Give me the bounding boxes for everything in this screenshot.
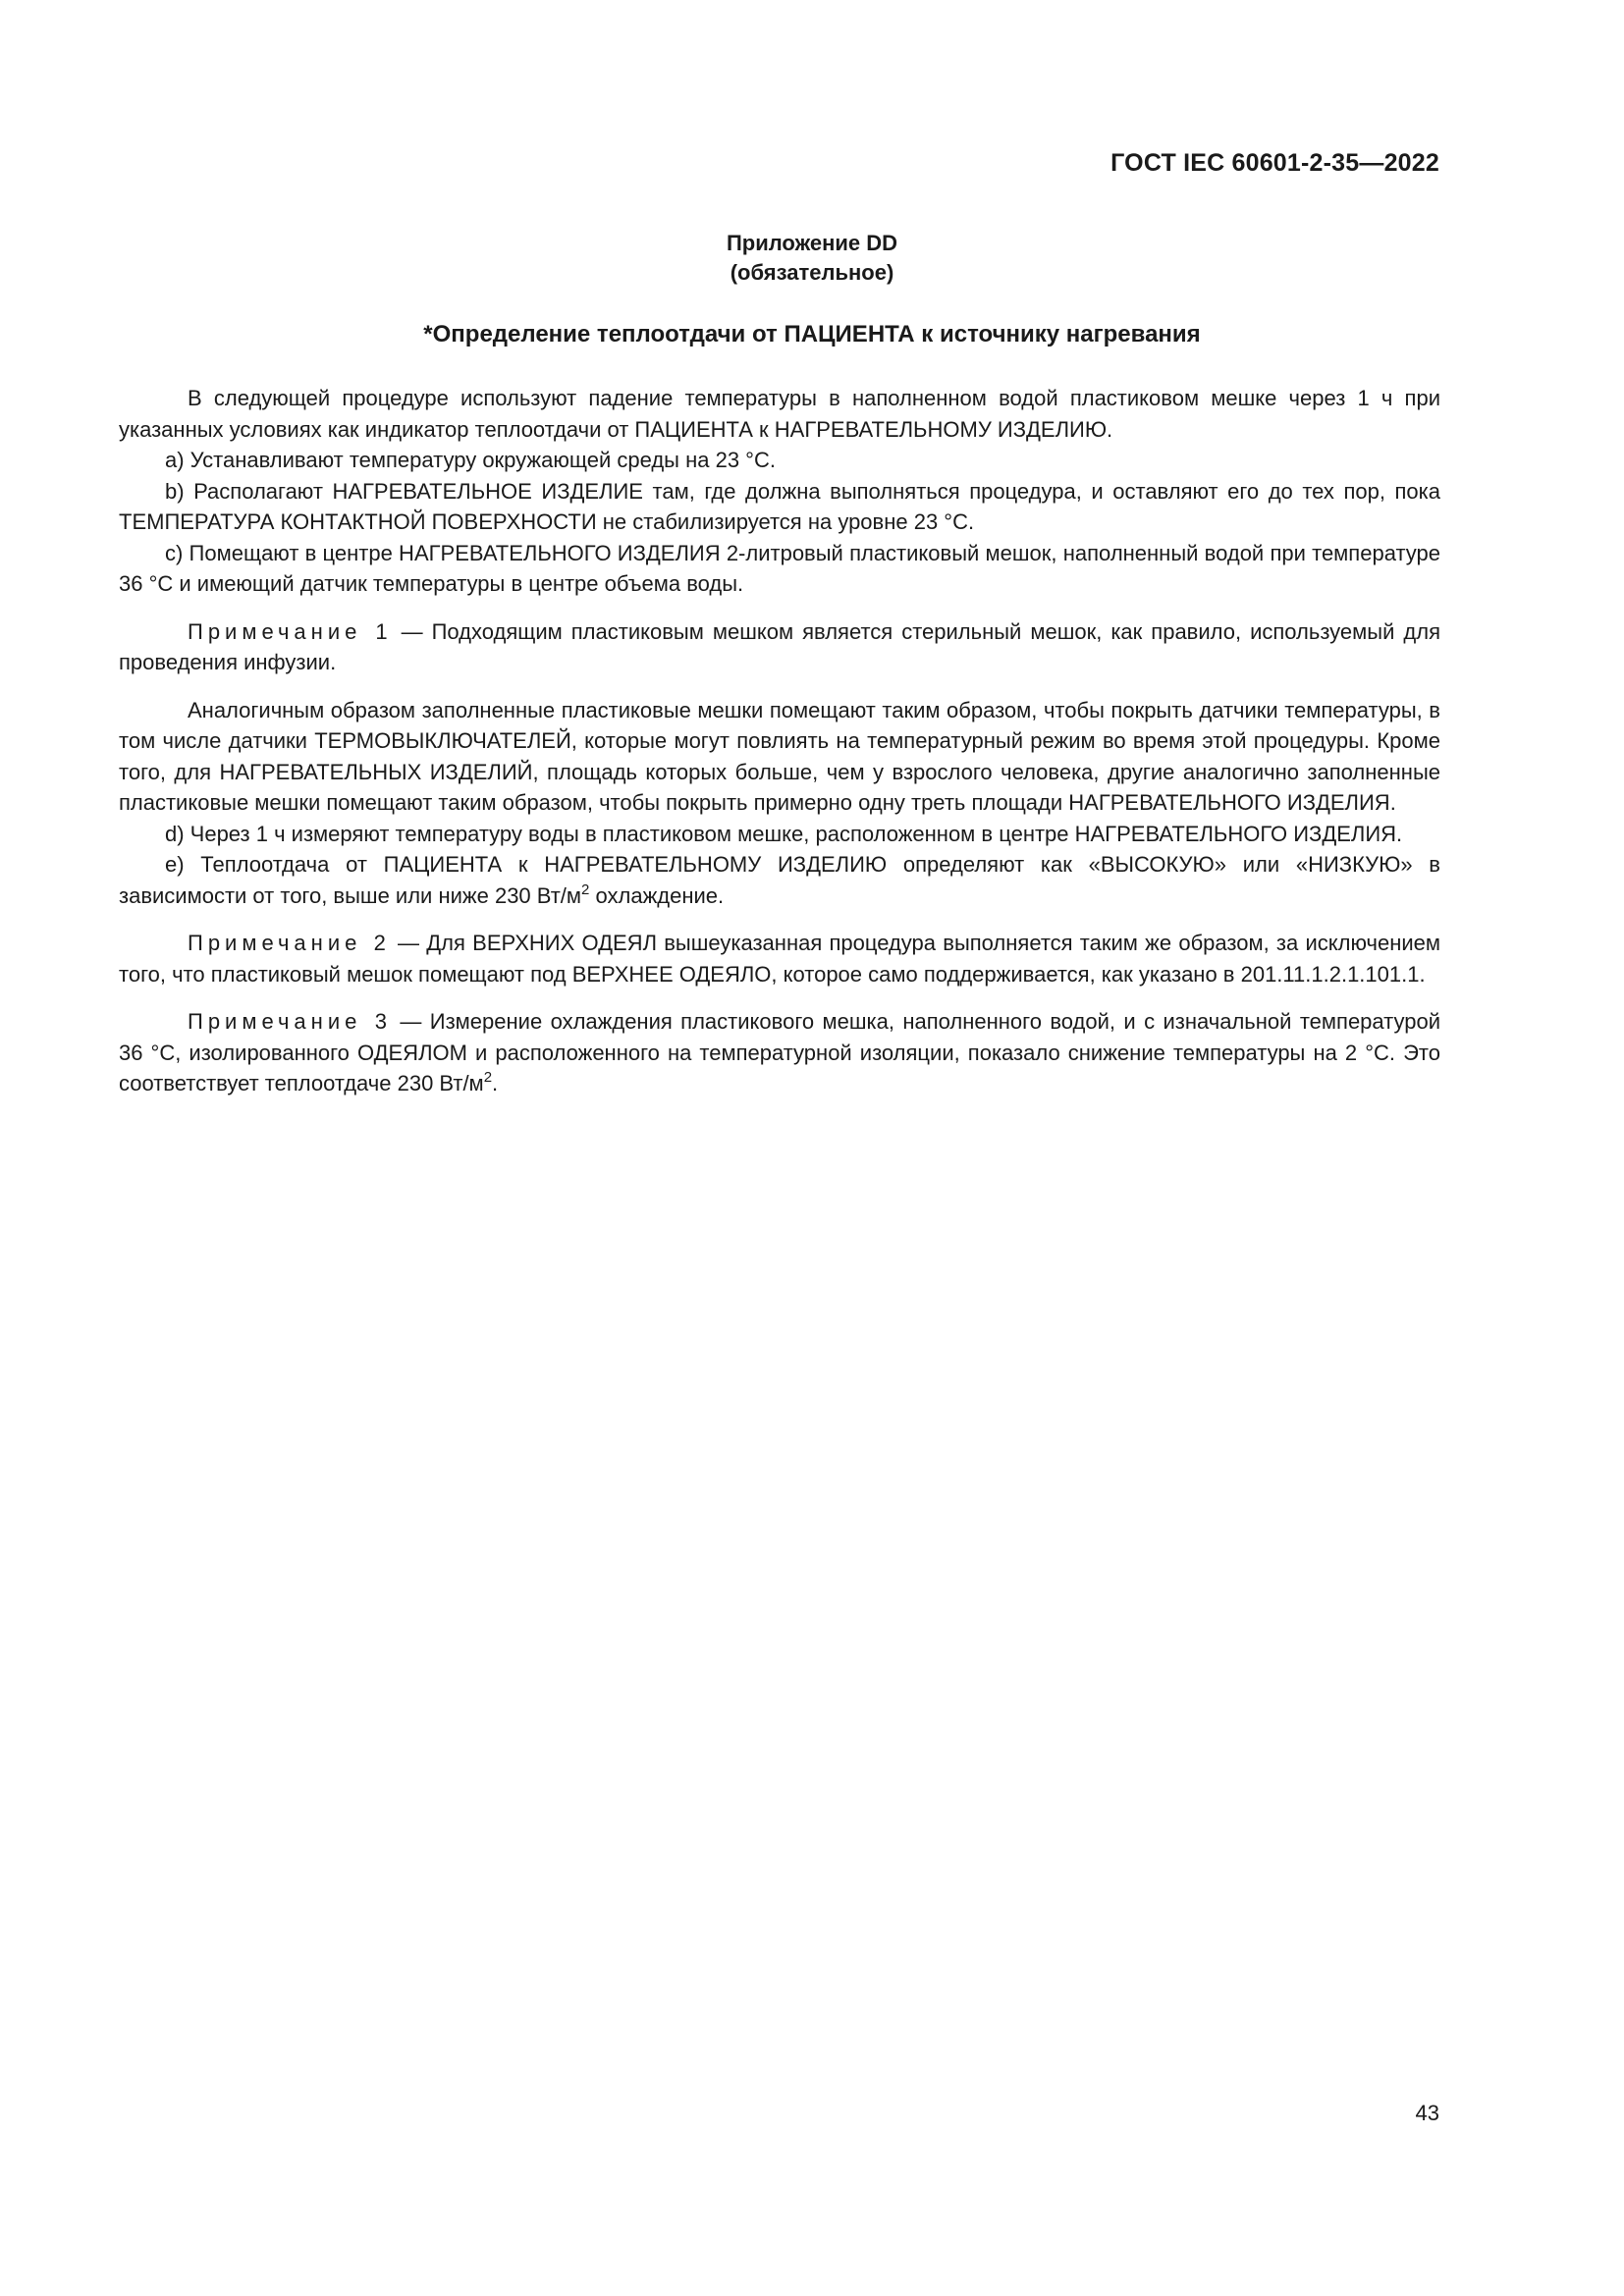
note-3-label: Примечание 3 [188, 1009, 392, 1034]
annex-heading [0, 229, 1624, 288]
step-b: b) Располагают НАГРЕВАТЕЛЬНОЕ ИЗДЕЛИЕ там, где должна выполняться процедура, и оставляют его до тех пор, пока ТЕМПЕРАТУРА КОНТАКТНОЙ ПОВЕРХНОСТИ не стабилизируется на уровне 23 °C. [119, 478, 1440, 534]
note-1-text: — Подходящим пластиковым мешком является стерильный мешок, как правило, используемый для проведения инфузии. [119, 618, 1440, 674]
annex-title: Приложение DD [726, 231, 898, 255]
annex-status: (обязательное) [730, 260, 894, 285]
step-e-superscript: 2 [581, 881, 590, 898]
standard-code: ГОСТ IEC 60601-2-35—2022 [1110, 149, 1439, 177]
note-2-label: Примечание 2 [188, 931, 391, 955]
note-3-superscript: 2 [483, 1069, 493, 1086]
step-a: a) Устанавливают температуру окружающей среды на 23 °C. [165, 448, 776, 472]
section-title: *Определение теплоотдачи от ПАЦИЕНТА к источнику нагревания [423, 321, 1201, 347]
page-number: 43 [1415, 2101, 1439, 2125]
note-2 [119, 928, 1440, 989]
step-d: d) Через 1 ч измеряют температуру воды в пластиковом мешке, расположенном в центре НАГРЕВАТЕЛЬНОГО ИЗДЕЛИЯ. [165, 821, 1403, 846]
step-c: c) Помещают в центре НАГРЕВАТЕЛЬНОГО ИЗДЕЛИЯ 2-литровый пластиковый мешок, наполненный водой при температуре 36 °C и имеющий датчик температуры в центре объема воды. [119, 540, 1440, 596]
note-2-text: — Для ВЕРХНИХ ОДЕЯЛ вышеуказанная процедура выполняется таким же образом, за исключением того, что пластиковый мешок помещают под ВЕРХНЕЕ ОДЕЯЛО, которое само поддерживается, как указано в 201.11.1.2.1.101.1. [119, 931, 1441, 987]
step-e-end: охлаждение. [589, 882, 725, 908]
step-e [119, 849, 1440, 911]
step-e-text: e) Теплоотдача от ПАЦИЕНТА к НАГРЕВАТЕЛЬНОМУ ИЗДЕЛИЮ определяют как «ВЫСОКУЮ» или «НИЗКУЮ» в зависимости от того, выше или ниже 230 Вт/м [119, 852, 1440, 908]
note-1-label: Примечание 1 [188, 618, 393, 644]
note-3 [119, 1006, 1440, 1099]
intro-paragraph: В следующей процедуре используют падение температуры в наполненном водой пластиковом мешке через 1 ч при указанных условиях как индикатор теплоотдачи от ПАЦИЕНТА к НАГРЕВАТЕЛЬНОМУ ИЗДЕЛИЮ. [119, 386, 1440, 442]
note-1 [119, 616, 1440, 678]
note-3-end: . [492, 1071, 499, 1095]
document-body [119, 383, 1440, 1099]
similar-paragraph: Аналогичным образом заполненные пластиковые мешки помещают таким образом, чтобы покрыть датчики температуры, в том числе датчики ТЕРМОВЫКЛЮЧАТЕЛЕЙ, которые могут повлиять на температурный режим во время этой процедуры. Кроме того, для НАГРЕВАТЕЛЬНЫХ ИЗДЕЛИЙ, площадь которых больше, чем у взрослого человека, другие аналогично заполненные пластиковые мешки помещают таким образом, чтобы покрыть примерно одну треть площади НАГРЕВАТЕЛЬНОГО ИЗДЕЛИЯ. [119, 697, 1440, 815]
note-3-text: — Измерение охлаждения пластикового мешка, наполненного водой, и с изначальной температурой 36 °C, изолированного ОДЕЯЛОМ и расположенного на температурной изоляции, показало снижение температуры на 2 °C. Это соответствует теплоотдаче 230 Вт/м [119, 1009, 1440, 1095]
